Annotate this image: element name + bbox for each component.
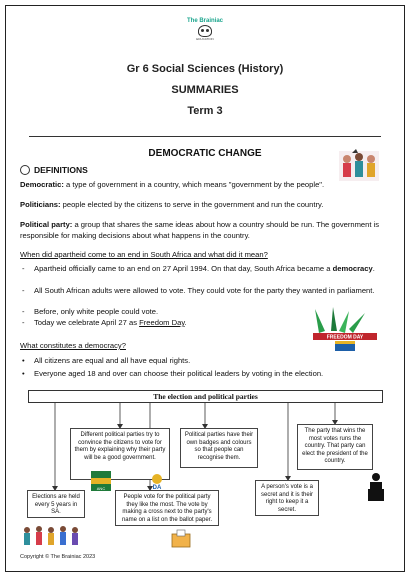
diagram-title: The election and political parties bbox=[28, 390, 383, 403]
copyright: Copyright © The Brainiac 2023 bbox=[20, 554, 96, 560]
anc-logo-icon bbox=[90, 470, 112, 492]
def-text-political-party: a group that shares the same ideas about how a country should be run. The government is responsible for making decisions about what happens in the country. bbox=[20, 220, 380, 240]
box-elections: Elections are held every 5 years in SA. bbox=[27, 490, 85, 518]
term-label: Term 3 bbox=[187, 105, 223, 117]
list-item: - Today we celebrate April 27 as Freedom Day. bbox=[22, 318, 187, 327]
box-persuade: Different political parties try to convince the citizens to vote for them by explaining why their party will be a good government. bbox=[70, 428, 170, 480]
point-text: Apartheid officially came to an end on 27 April 1994. On that day, South Africa became a bbox=[34, 264, 333, 273]
term-democratic: Democratic: bbox=[20, 180, 64, 189]
list-item: - All South African adults were allowed to vote. They could vote for the party they wanted in parliament. bbox=[22, 286, 375, 295]
box-winner: The party that wins the most votes runs the country. That party can elect the president of the country. bbox=[297, 424, 373, 470]
box-badges: Political parties have their own badges and colours so that people can recognise them. bbox=[180, 428, 258, 468]
def-text-democratic: a type of government in a country, which means "government by the people". bbox=[63, 180, 325, 189]
freedom-day-banner: FREEDOM DAY bbox=[326, 334, 364, 341]
box-secret: A person's vote is a secret and it is their right to keep it a secret. bbox=[255, 480, 319, 516]
point-text-end: . bbox=[184, 318, 187, 327]
crowd-icon bbox=[20, 522, 82, 548]
list-item: - Apartheid officially came to an end on 27 April 1994. On that day, South Africa became a democracy. bbox=[22, 264, 375, 273]
da-label: DA bbox=[152, 485, 162, 490]
point-text: All South African adults were allowed to vote. They could vote for the party they wanted in parliament. bbox=[34, 286, 375, 295]
list-item: • Everyone aged 18 and over can choose their political leaders by voting in the election. bbox=[22, 369, 324, 378]
page-title: Gr 6 Social Sciences (History) bbox=[126, 63, 284, 75]
list-item: - Before, only white people could vote. bbox=[22, 307, 159, 316]
point-text: Everyone aged 18 and over can choose their political leaders by voting in the election. bbox=[34, 369, 324, 378]
democracy-term: democracy bbox=[332, 264, 373, 273]
brand-tagline: EDUCATION bbox=[196, 37, 214, 41]
point-text: Today we celebrate April 27 as bbox=[34, 318, 140, 327]
question-apartheid: When did apartheid come to an end in South Africa and what did it mean? bbox=[20, 250, 268, 259]
freedom-day-term: Freedom Day bbox=[139, 318, 185, 327]
term-political-party: Political party: bbox=[20, 220, 73, 229]
section-heading: DEMOCRATIC CHANGE bbox=[148, 148, 262, 159]
question-democracy: What constitutes a democracy? bbox=[20, 341, 126, 350]
term-politicians: Politicians: bbox=[20, 200, 61, 209]
box-vote-cross: People vote for the political party they like the most. The vote by making a cross next to the party's name on a list on the ballot paper. bbox=[115, 490, 219, 526]
page-subtitle: SUMMARIES bbox=[171, 84, 239, 96]
da-logo-icon bbox=[148, 472, 166, 490]
anc-label: ANC bbox=[96, 486, 106, 491]
president-podium-icon bbox=[364, 472, 388, 502]
point-text-end: . bbox=[372, 264, 375, 273]
ballot-box-icon bbox=[170, 528, 192, 548]
brand-name: The Brainiac bbox=[186, 18, 223, 24]
list-item: • All citizens are equal and all have equal rights. bbox=[22, 356, 191, 365]
def-text-politicians: people elected by the citizens to serve in the government and run the country. bbox=[60, 200, 324, 209]
point-text: All citizens are equal and all have equal rights. bbox=[34, 356, 191, 365]
definitions-title: DEFINITIONS bbox=[34, 165, 88, 175]
point-text: Before, only white people could vote. bbox=[34, 307, 159, 316]
